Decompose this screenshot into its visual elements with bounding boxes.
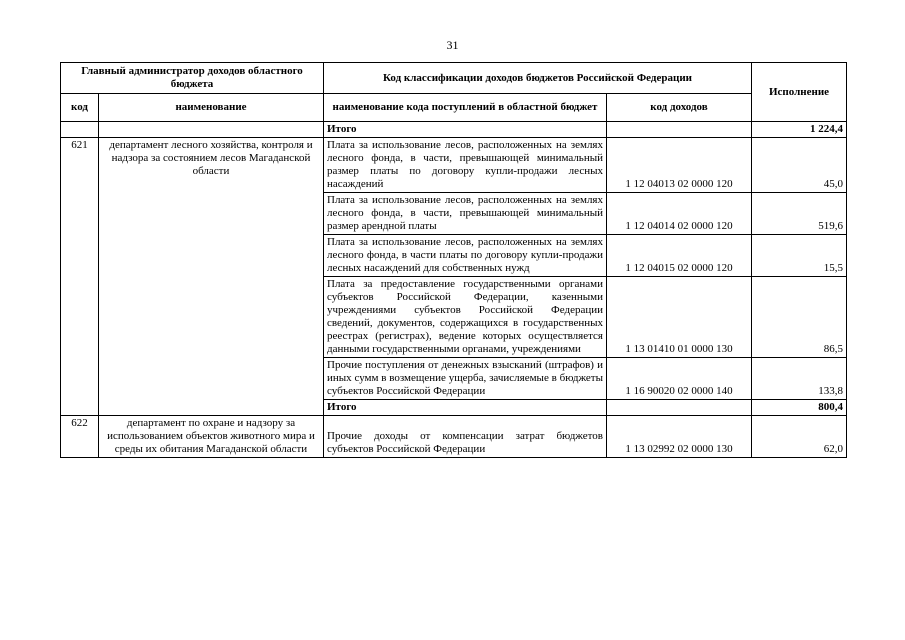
- total-label: Итого: [324, 122, 607, 138]
- header-naimenovanie: наименование: [99, 94, 324, 122]
- subtotal-label: Итого: [324, 400, 607, 416]
- table-row: [61, 138, 847, 193]
- income-code: 1 13 01410 01 0000 130: [607, 277, 752, 358]
- header-code-group: Код классификации доходов бюджетов Российской Федерации: [324, 63, 752, 94]
- income-code: 1 12 04014 02 0000 120: [607, 193, 752, 235]
- total-value: 1 224,4: [752, 122, 847, 138]
- income-code: 1 12 04013 02 0000 120: [607, 138, 752, 193]
- header-admin-group: Главный администратор доходов областного бюджета: [61, 63, 324, 94]
- income-name: Прочие доходы от компенсации затрат бюджетов субъектов Российской Федерации: [324, 416, 607, 458]
- admin-name: департамент лесного хозяйства, контроля и надзора за состоянием лесов Магаданской области: [99, 138, 324, 416]
- income-value: 133,8: [752, 358, 847, 400]
- income-name: Плата за предоставление государственными органами субъектов Российской Федерации, казенными учреждениями субъектов Российской Федерации сведений, документов, содержащихся в государственных реестрах (регистрах), ведение которых осуществляется данными государственными органами, учреждениями: [324, 277, 607, 358]
- total-row: [61, 122, 847, 138]
- header-execution: Исполнение: [752, 63, 847, 122]
- income-code: 1 12 04015 02 0000 120: [607, 235, 752, 277]
- admin-code: 621: [61, 138, 99, 416]
- table-row: [61, 416, 847, 458]
- revenue-table: [60, 62, 847, 458]
- admin-name: департамент по охране и надзору за использованием объектов животного мира и среды их обитания Магаданской области: [99, 416, 324, 458]
- header-income-code: код доходов: [607, 94, 752, 122]
- income-name: Плата за использование лесов, расположенных на землях лесного фонда, в части, превышающей минимальный размер платы по договору купли-продажи лесных насаждений: [324, 138, 607, 193]
- header-income-name: наименование кода поступлений в областной бюджет: [324, 94, 607, 122]
- income-name: Плата за использование лесов, расположенных на землях лесного фонда, в части платы по договору купли-продажи лесных насаждений для собственных нужд: [324, 235, 607, 277]
- income-value: 86,5: [752, 277, 847, 358]
- page-number: 31: [446, 38, 459, 52]
- income-value: 519,6: [752, 193, 847, 235]
- income-value: 62,0: [752, 416, 847, 458]
- subtotal-value: 800,4: [752, 400, 847, 416]
- income-code: 1 16 90020 02 0000 140: [607, 358, 752, 400]
- income-name: Плата за использование лесов, расположенных на землях лесного фонда, в части, превышающей минимальный размер арендной платы: [324, 193, 607, 235]
- admin-code: 622: [61, 416, 99, 458]
- income-value: 15,5: [752, 235, 847, 277]
- income-code: 1 13 02992 02 0000 130: [607, 416, 752, 458]
- income-value: 45,0: [752, 138, 847, 193]
- income-name: Прочие поступления от денежных взысканий (штрафов) и иных сумм в возмещение ущерба, зачисляемые в бюджеты субъектов Российской Федерации: [324, 358, 607, 400]
- header-kod: код: [61, 94, 99, 122]
